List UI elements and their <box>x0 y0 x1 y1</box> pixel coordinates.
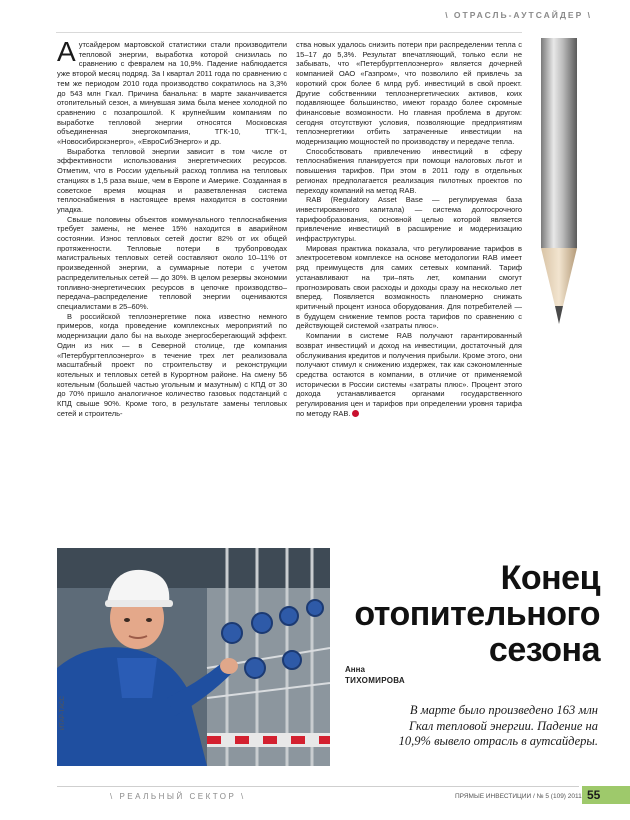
article-column-1 <box>57 36 287 418</box>
footer-rule <box>57 786 579 787</box>
footer-magazine: ПРЯМЫЕ ИНВЕСТИЦИИ / № 5 (109) 2011 <box>455 793 582 800</box>
paragraph: Свыше половины объектов коммунального теплоснабжения требует замены, не менее 15% находится в аварийном состоянии. Износ тепловых сетей достиг 82% от их общей протяженности. Тепловые потери в трубопроводах магистральных тепловых сетей составляют около 10–11% от произведенной энергии, а суммарные потери с учетом распределительных сетей — до 30%. В целом резервы экономии топливно-энергетических ресурсов в цепочке производство–передача–распределение тепловой энергии оцениваются специалистами в 25–60%. <box>57 214 287 311</box>
header-rule <box>56 32 522 33</box>
paragraph: ства новых удалось снизить потери при распределении тепла с 15–17 до 5,3%. Результат впечатляющий, только если не забывать, что «Петербургтеплоэнерго» является дочерней компанией ОАО «Газпром», что позволило ей привлечь за короткий срок более 6 млрд руб. инвестиций в свой проект. Другие собственники теплоэнергетических активов, коих подавляющее большинство, имеют гораздо более скромные финансовые возможности. Но главная проблема в другом: сегодня отсутствуют условия, позволяющие предприятиям теплоэнергетики отбить затраченные инвестиции на модернизацию мощностей по производству и передаче тепла. <box>296 40 522 147</box>
paragraph: Способствовать привлечению инвестиций в сферу теплоснабжения планируется при помощи налоговых льгот и повышения тарифов. При этом в 2011 году в отдельных регионах предполагается реализация пилотных проектов по переходу компаний на метод RAB. <box>296 146 522 195</box>
title-line: сезона <box>488 631 600 669</box>
footer-section: \ РЕАЛЬНЫЙ СЕКТОР \ <box>110 792 246 801</box>
title-line: Конец <box>500 559 600 597</box>
article-title <box>354 560 600 668</box>
title-line: отопительного <box>354 595 600 633</box>
photo-illustration <box>57 548 330 766</box>
author-byline <box>345 664 405 686</box>
article-lead: В марте было произведено 163 млн Гкал тепловой энергии. Падение на 10,9% вывело отрасль в аутсайдеры. <box>398 703 598 748</box>
section-tag: \ ОТРАСЛЬ-АУТСАЙДЕР \ <box>445 10 592 20</box>
end-of-article-mark <box>352 410 359 417</box>
paragraph: Аутсайдером мартовской статистики стали производители тепловой энергии, выработка которой снизилась по сравнению с февралем на 10,9%. Падение наблюдается уже второй месяц подряд. За I квартал 2011 года по сравнению с тем же периодом 2010 года производство сократилось на 3,3% до 543 млн Гкал. Причина банальна: в марте заканчивается отопительный сезон, а минувшая зима была менее холодной по сравнению с позапрошлой. К крупнейшим компаниям по выработке тепловой энергии относятся Московская объединенная энергокомпания, ТГК-10, ТГК-1, «Новосибирскэнерго», «ЕвроСибЭнерго» и др. <box>57 36 287 147</box>
author-last-name: ТИХОМИРОВА <box>345 676 406 685</box>
photo-engineer-with-gauges <box>57 548 330 766</box>
pencil-illustration <box>535 38 583 328</box>
article-column-2 <box>296 40 522 418</box>
paragraph: Мировая практика показала, что регулирование тарифов в электросетевом комплексе на основе методологии RAB имеет ряд преимуществ для самих сетевых компаний. Тариф устанавливают на три–пять лет, компании смогут прогнозировать свои расходы и доходы сразу на несколько лет вперед. Появляется возможность планомерно снижать критичный процент износа оборудования. Для потребителей — в будущем снижение темпов роста тарифов по сравнению с действующей системой «затраты плюс». <box>296 243 522 331</box>
photo-credit: ИТАР-ТАСС <box>60 696 66 730</box>
paragraph: RAB (Regulatory Asset Base — регулируемая база инвестированного капитала) — система долгосрочного тарифообразования, основной целью которой является привлечение инвестиций в расширение и модернизацию инфраструктуры. <box>296 195 522 244</box>
paragraph: Выработка тепловой энергии зависит в том числе от эффективности использования энергетических ресурсов. Отметим, что в России удельный расход топлива на тепловых станциях в 1,5 раза выше, чем в Европе и Америке. Созданная в советское время мощная и разветвленная система теплоснабжения в настоящее время находится в состоянии упадка. <box>57 146 287 214</box>
author-first-name: Анна <box>345 665 365 674</box>
paragraph: Компании в системе RAB получают гарантированный возврат инвестиций и доход на инвестиции, достаточный для обслуживания кредитов и получения прибыли. Кроме этого, они получают стимул к снижению издержек, так как сэкономленные средства остаются в компании, в отличие от применяемой исторически в России системы «затраты плюс». Процент этого дохода устанавливается органами государственного регулирования цен и тарифов при определении уровня тарифа по методу RAB. <box>296 331 522 418</box>
page-number: 55 <box>582 786 630 804</box>
dropcap: А <box>57 36 76 67</box>
paragraph: В российской теплоэнергетике пока известно немного примеров, когда проведение комплексных мероприятий по модернизации дало бы на выходе энергосберегающий эффект. Один из них — в Северной столице, где компания «Петербургтеплоэнерго» в течение трех лет реализовала масштабный проект по строительству и реконструкции котельных и тепловых сетей в Курортном районе. На смену 56 котельным (большей частью угольным и мазутным) с КПД от 30 до 70% пришло аналогичное количество газовых подстанций с КПД свыше 90%. Кроме того, в результате замены тепловых сетей и строитель- <box>57 311 287 418</box>
